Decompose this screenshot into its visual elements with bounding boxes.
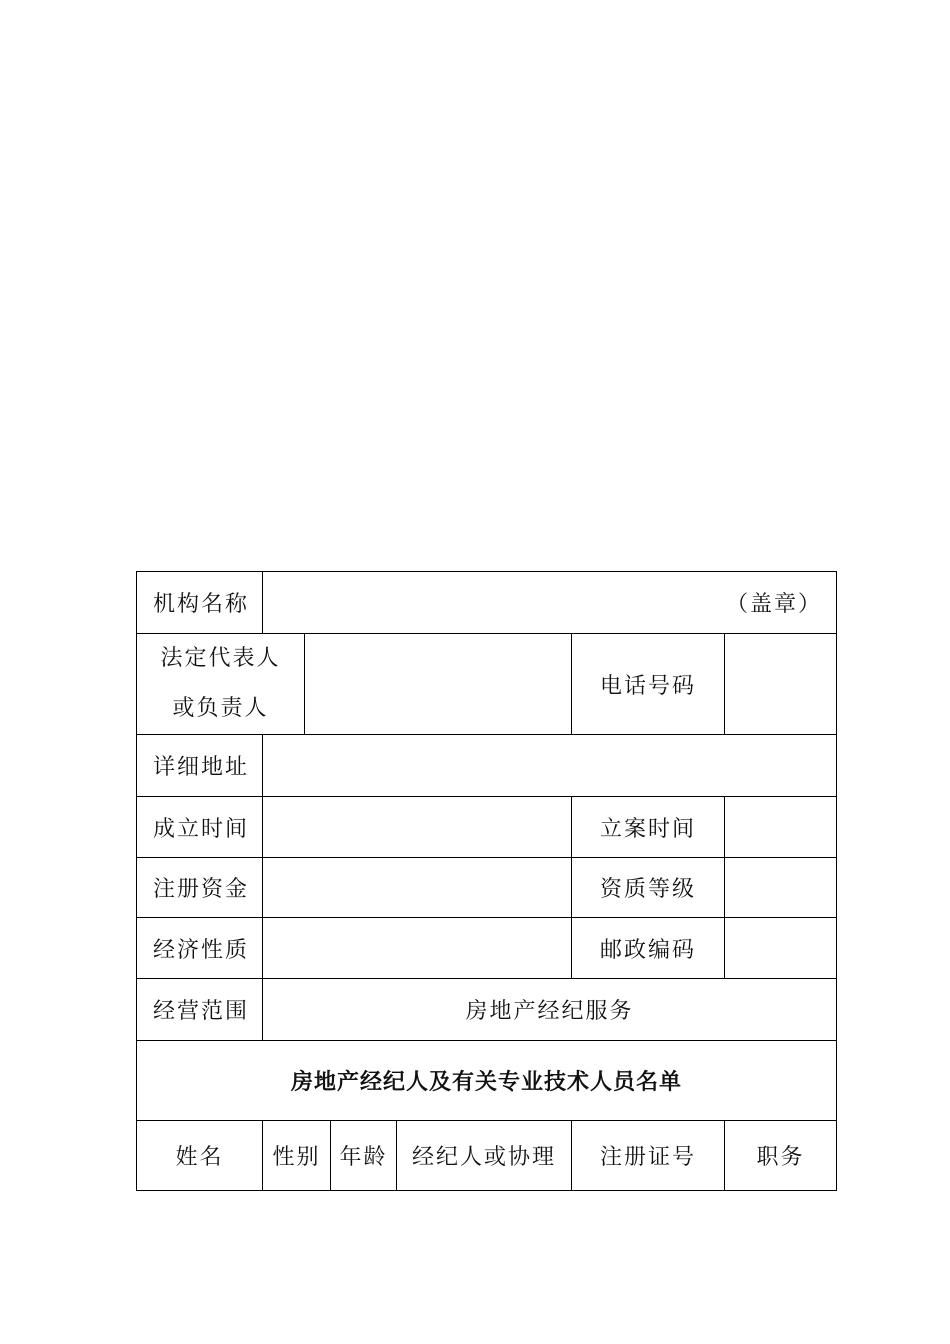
capital-field[interactable] <box>263 858 572 918</box>
agency-registration-form <box>136 571 837 1191</box>
economic-nature-row <box>137 918 837 979</box>
founded-field[interactable] <box>263 797 572 858</box>
founded-label: 成立时间 <box>137 797 263 858</box>
org-name-label: 机构名称 <box>137 572 263 634</box>
staff-list-title-row <box>137 1041 837 1121</box>
business-scope-row <box>137 979 837 1041</box>
legal-rep-field[interactable] <box>305 634 572 735</box>
business-scope-label: 经营范围 <box>137 979 263 1041</box>
staff-list-title: 房地产经纪人及有关专业技术人员名单 <box>137 1041 837 1121</box>
header-position: 职务 <box>725 1121 837 1191</box>
qualification-field[interactable] <box>725 858 837 918</box>
qualification-label: 资质等级 <box>572 858 725 918</box>
economic-nature-field[interactable] <box>263 918 572 979</box>
legal-rep-label-line2: 或负责人 <box>172 696 269 721</box>
filing-time-field[interactable] <box>725 797 837 858</box>
postcode-field[interactable] <box>725 918 837 979</box>
phone-field[interactable] <box>725 634 837 735</box>
header-age: 年龄 <box>331 1121 397 1191</box>
address-field[interactable] <box>263 735 837 797</box>
address-row <box>137 735 837 797</box>
business-scope-value: 房地产经纪服务 <box>263 979 837 1041</box>
header-registration-number: 注册证号 <box>572 1121 725 1191</box>
header-gender: 性别 <box>263 1121 331 1191</box>
founded-row <box>137 797 837 858</box>
filing-time-label: 立案时间 <box>572 797 725 858</box>
stamp-note: （盖章） <box>726 592 823 617</box>
header-name: 姓名 <box>137 1121 263 1191</box>
header-agent-or-assistant: 经纪人或协理 <box>397 1121 572 1191</box>
org-name-field[interactable] <box>263 572 837 634</box>
legal-rep-label <box>137 634 305 735</box>
phone-label: 电话号码 <box>572 634 725 735</box>
org-name-row <box>137 572 837 634</box>
economic-nature-label: 经济性质 <box>137 918 263 979</box>
legal-rep-row <box>137 634 837 735</box>
postcode-label: 邮政编码 <box>572 918 725 979</box>
staff-list-header-row <box>137 1121 837 1191</box>
capital-label: 注册资金 <box>137 858 263 918</box>
legal-rep-label-line1: 法定代表人 <box>160 646 281 671</box>
address-label: 详细地址 <box>137 735 263 797</box>
capital-row <box>137 858 837 918</box>
